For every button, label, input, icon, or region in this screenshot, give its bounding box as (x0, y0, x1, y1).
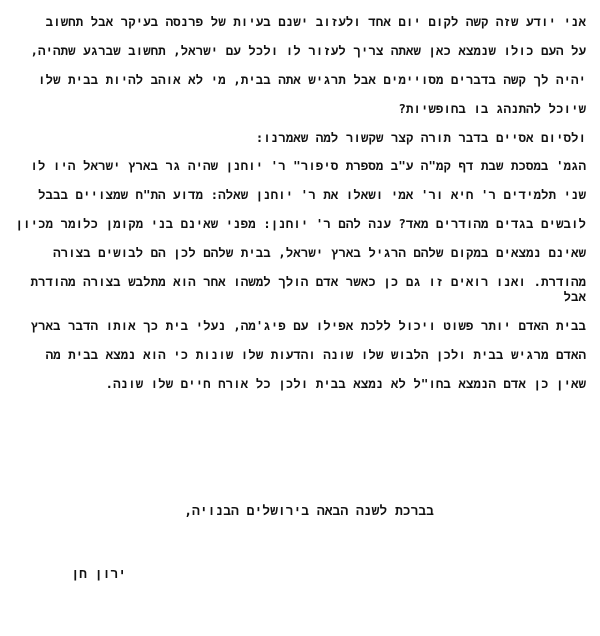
paragraph-3-line-6: אבל (563, 289, 586, 304)
paragraph-1-line-4: שיוכל להתנהג בו בחופשיות? (398, 101, 586, 116)
paragraph-3-line-4: שאינם נמצאים במקום שלהם הרגיל בארץ ישראל, בבית שלהם לכן הם לבושים בצורה (53, 245, 586, 260)
paragraph-3-line-5: מהודרת. ואנו רואים זו גם כן כאשר אדם הולך למשהו אחר הוא מתלבש בצורה מהודרת (30, 274, 586, 289)
paragraph-1-line-1: אני יודע שזה קשה לקום יום אחד ולעזוב ישנם בעיות של פרנסה בעיקר אבל תחשוב (45, 14, 586, 29)
paragraph-1-line-3: יהיה לך קשה בדברים מסויימים אבל תרגיש אתה בבית, מי לא אוהב להיות בבית שלו (38, 72, 586, 87)
paragraph-4-line-1: בבית האדם יותר פשוט ויכול ללכת אפילו עם פיג'מה, נעלי בית כך אותו הדבר בארץ (30, 318, 586, 333)
signature-name: ירון חן (71, 567, 126, 582)
paragraph-3-line-3: לובשים בגדים מהודרים מאד? ענה להם ר' יוחנן: מפני שאינם בני מקומן כלומר מכיון (15, 216, 586, 231)
paragraph-2-intro: ולסיום אסיים בדבר תורה קצר שקשור למה שאמרנו: (255, 130, 586, 145)
paragraph-3-line-2: שני תלמידים ר' חיא ור' אמי ושאלו את ר' יוחנן שאלה: מדוע הת"ח שמצויים בבבל (37, 187, 586, 202)
paragraph-3-line-1: הגמ' במסכת שבת דף קמ"ה ע"ב מספרת סיפור" ר' יוחנן שהיה גר בארץ ישראל היו לו (30, 158, 586, 173)
paragraph-4-line-3: שאין כן אדם הנמצא בחו"ל לא נמצא בבית ולכן כל אורח חיים שלו שונה. (105, 376, 586, 391)
paragraph-4-line-2: האדם מרגיש בבית ולכן הלבוש שלו שונה והדעות שלו שונות כי הוא נמצא בבית מה (45, 347, 586, 362)
closing-blessing: בברכת לשנה הבאה בירושלים הבנויה, (184, 504, 434, 519)
paragraph-1-line-2: על העם כולו שנמצא כאן שאתה צריך לעזור לו ולכל עם ישראל, תחשוב שברגע שתהיה, (30, 43, 586, 58)
